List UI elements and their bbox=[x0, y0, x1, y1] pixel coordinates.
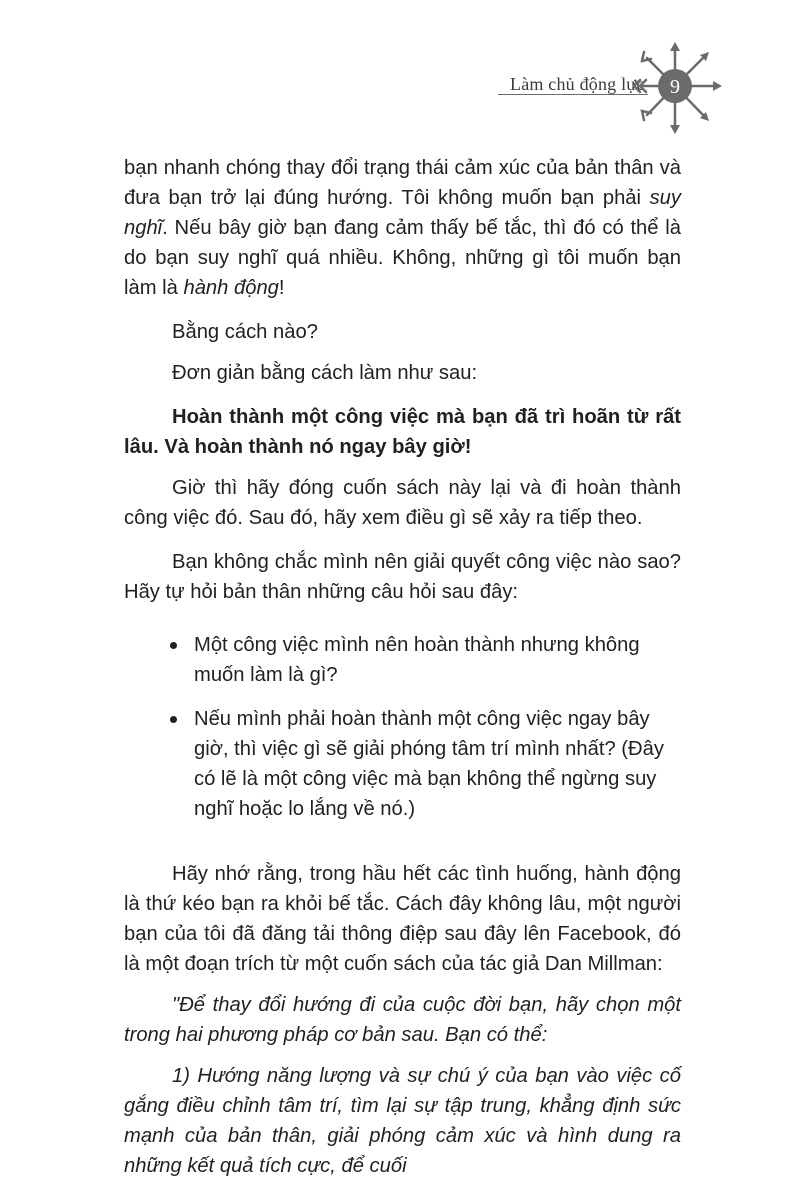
page-number: 9 bbox=[670, 76, 680, 98]
paragraph-answer: Đơn giản bằng cách làm như sau: bbox=[172, 362, 478, 384]
quote-point-1: 1) Hướng năng lượng và sự chú ý của bạn vào việc cố gắng điều chỉnh tâm trí, tìm lại sự tập trung, khẳng định sức mạnh của bản thân, giải phóng cảm xúc và hình dung ra những kết quả tích cực, để cuối bbox=[124, 1065, 681, 1177]
paragraph-1-text-c: ! bbox=[278, 277, 285, 299]
quote-intro: "Để thay đổi hướng đi của cuộc đời bạn, hãy chọn một trong hai phương pháp cơ bản sau. Bạn có thể: bbox=[124, 994, 681, 1046]
emphasis-act: hành động bbox=[183, 277, 279, 299]
paragraph-close-book: Giờ thì hãy đóng cuốn sách này lại và đi hoàn thành công việc đó. Sau đó, hãy xem điều gì sẽ xảy ra tiếp theo. bbox=[124, 477, 681, 529]
paragraph-1-text-b: . Nếu bây giờ bạn đang cảm thấy bế tắc, thì đó có thể là do bạn suy nghĩ quá nhiều. Không, những gì tôi muốn bạn làm là bbox=[124, 217, 681, 299]
bold-instruction: Hoàn thành một công việc mà bạn đã trì hoãn từ rất lâu. Và hoàn thành nó ngay bây giờ! bbox=[124, 406, 681, 458]
list-item-text: Nếu mình phải hoàn thành một công việc ngay bây giờ, thì việc gì sẽ giải phóng tâm trí mình nhất? (Đây có lẽ là một công việc mà bạn không thể ngừng suy nghĩ hoặc lo lắng về nó.) bbox=[194, 708, 664, 820]
question-list bbox=[124, 630, 681, 824]
paragraph-question: Bằng cách nào? bbox=[172, 321, 318, 343]
running-title: Làm chủ động lực bbox=[510, 74, 645, 94]
paragraph-remember: Hãy nhớ rằng, trong hầu hết các tình huống, hành động là thứ kéo bạn ra khỏi bế tắc. Cách đây không lâu, một người bạn của tôi đã đăng tải thông điệp sau đây lên Facebook, đó là một đoạn trích từ một cuốn sách của tác giả Dan Millman: bbox=[124, 863, 681, 975]
list-item-text: Một công việc mình nên hoàn thành nhưng không muốn làm là gì? bbox=[194, 634, 640, 686]
emphasis-think: suy nghĩ bbox=[124, 187, 681, 239]
compass-arrows-icon bbox=[620, 40, 730, 140]
paragraph-1 bbox=[124, 153, 681, 303]
bullet-icon bbox=[170, 642, 177, 649]
body-text bbox=[124, 153, 681, 1181]
paragraph-1-text-a: bạn nhanh chóng thay đổi trạng thái cảm xúc của bản thân và đưa bạn trở lại đúng hướng. Tôi không muốn bạn phải bbox=[124, 157, 681, 209]
bullet-icon bbox=[170, 716, 177, 723]
list-item bbox=[124, 704, 681, 824]
paragraph-unsure: Bạn không chắc mình nên giải quyết công việc nào sao? Hãy tự hỏi bản thân những câu hỏi sau đây: bbox=[124, 551, 681, 603]
page-header bbox=[0, 0, 805, 140]
list-item bbox=[124, 630, 681, 690]
